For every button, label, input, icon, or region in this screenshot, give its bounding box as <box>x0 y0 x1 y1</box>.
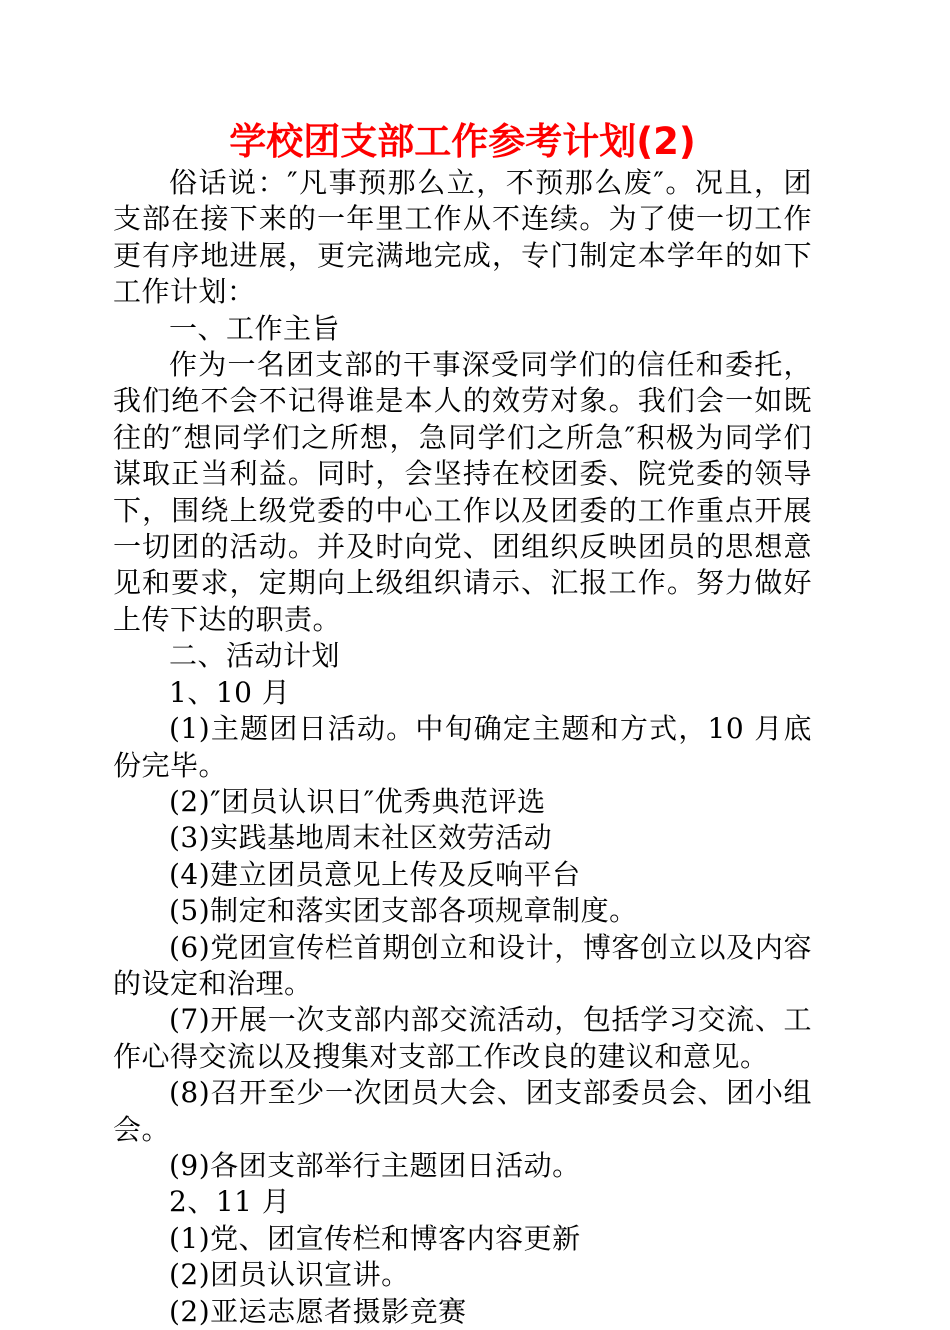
paragraph: 俗话说：″凡事预那么立，不预那么废″。况且，团支部在接下来的一年里工作从不连续。为了使一切工作更有序地进展，更完满地完成，专门制定本学年的如下工作计划： <box>113 166 812 309</box>
paragraph: (6)党团宣传栏首期创立和设计，博客创立以及内容的设定和治理。 <box>113 930 812 1000</box>
paragraph: (2)团员认识宣讲。 <box>169 1258 410 1292</box>
paragraph: (2)″团员认识日″优秀典范评选 <box>169 784 546 818</box>
paragraph: (4)建立团员意见上传及反响平台 <box>169 857 581 891</box>
paragraph: 作为一名团支部的干事深受同学们的信任和委托，我们绝不会不记得谁是本人的效劳对象。我们会一如既往的″想同学们之所想，急同学们之所急″积极为同学们谋取正当利益。同时，会坚持在校团委、院党委的领导下，围绕上级党委的中心工作以及团委的工作重点开展一切团的活动。并及时向党、团组织反映团员的思想意见和要求，定期向上级组织请示、汇报工作。努力做好上传下达的职责。 <box>113 348 812 636</box>
paragraph: (8)召开至少一次团员大会、团支部委员会、团小组会。 <box>113 1076 812 1146</box>
paragraph: (1)主题团日活动。中旬确定主题和方式，10 月底份完毕。 <box>113 712 812 782</box>
document-body <box>113 165 812 1330</box>
paragraph: (1)党、团宣传栏和博客内容更新 <box>169 1221 581 1255</box>
paragraph: 一、工作主旨 <box>169 311 341 345</box>
document-title: 学校团支部工作参考计划(2) <box>229 120 696 163</box>
paragraph: (9)各团支部举行主题团日活动。 <box>169 1148 581 1182</box>
paragraph: (3)实践基地周末社区效劳活动 <box>169 821 553 855</box>
paragraph: (5)制定和落实团支部各项规章制度。 <box>169 894 638 928</box>
paragraph: 2、11 月 <box>169 1185 291 1219</box>
paragraph: 二、活动计划 <box>169 639 341 673</box>
paragraph: 1、10 月 <box>169 675 291 709</box>
paragraph: (2)亚运志愿者摄影竞赛 <box>169 1294 467 1328</box>
paragraph: (7)开展一次支部内部交流活动，包括学习交流、工作心得交流以及搜集对支部工作改良的建议和意见。 <box>113 1003 812 1073</box>
